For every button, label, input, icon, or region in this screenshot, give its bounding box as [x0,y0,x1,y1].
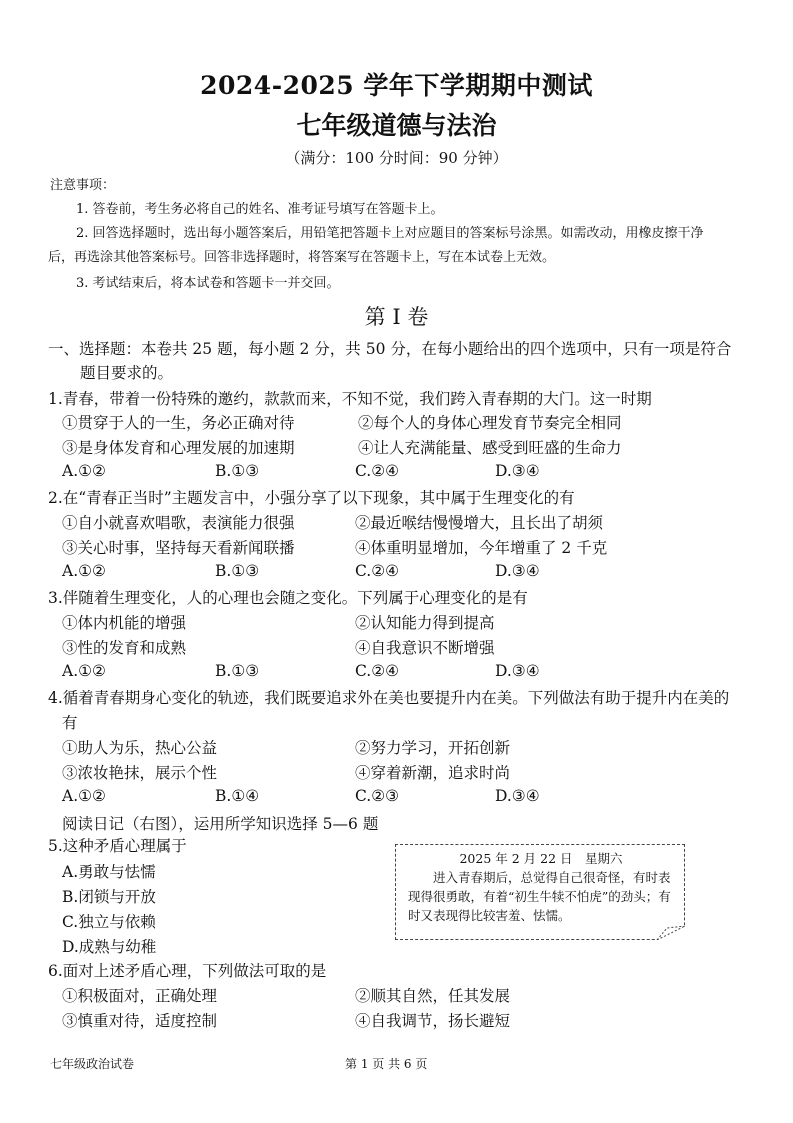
question-3-item-1: ①体内机能的增强 [62,614,187,632]
notice-heading: 注意事项： [50,178,116,193]
notice-item-2-line-2: 后，再选涂其他答案标号。回答非选择题时，将答案写在答题卡上，写在本试卷上无效。 [48,250,556,265]
question-4-item-3: ③浓妆艳抹，展示个性 [62,764,218,782]
question-1-item-2: ②每个人的身体心理发育节奏完全相同 [358,414,622,432]
question-2-stem: 2.在“青春正当时”主题发言中，小强分享了以下现象，其中属于生理变化的有 [48,489,575,507]
question-3-option-b: B.①③ [215,662,260,680]
notice-item-1: 1. 答卷前，考生务必将自己的姓名、准考证号填写在答题卡上。 [76,202,444,217]
section-instruction-line-1: 一、选择题：本卷共 25 题，每小题 2 分，共 50 分，在每小题给出的四个选项中，只有一项是符合 [48,340,732,358]
footer-exam-name: 七年级政治试卷 [50,1057,135,1071]
question-4-stem-line-2: 有 [62,714,78,732]
notice-item-3: 3. 考试结束后，将本试卷和答题卡一并交回。 [76,276,340,291]
question-5-option-b: B.闭锁与开放 [62,888,156,906]
question-4-option-d: D.③④ [495,787,540,805]
subject-title: 七年级道德与法治 [296,111,497,140]
question-6-stem: 6.面对上述矛盾心理，下列做法可取的是 [48,962,327,980]
question-2-item-4: ④体重明显增加，今年增重了 2 千克 [355,539,608,557]
notice-item-2-line-1: 2. 回答选择题时，选出每小题答案后，用铅笔把答题卡上对应题目的答案标号涂黑。如需改动，用橡皮擦干净 [76,226,704,241]
question-6-item-4: ④自我调节，扬长避短 [355,1012,511,1030]
question-1-option-c: C.②④ [355,462,400,480]
question-3-item-3: ③性的发育和成熟 [62,639,187,657]
section-instruction-line-2: 题目要求的。 [80,364,174,382]
question-4-option-c: C.②③ [355,787,400,805]
question-4-item-2: ②努力学习，开拓创新 [355,739,511,757]
question-1-option-b: B.①③ [215,462,260,480]
question-3-stem: 3.伴随着生理变化，人的心理也会随之变化。下列属于心理变化的是有 [48,589,528,607]
diary-body: 进入青春期后，总觉得自己很奇怪，有时表现得很勇敢，有着“初生牛犊不怕虎”的劲头；有时又表现得比较害羞、怯懦。 [408,870,671,923]
footer-page-number: 第 1 页 共 6 页 [345,1057,428,1071]
reading-intro: 阅读日记（右图），运用所学知识选择 5—6 题 [62,815,379,833]
question-6-item-2: ②顺其自然，任其发展 [355,987,511,1005]
exam-info: （满分：100 分时间：90 分钟） [285,149,508,167]
question-1-option-d: D.③④ [495,462,540,480]
question-2-item-2: ②最近喉结慢慢增大，且长出了胡须 [355,514,604,532]
question-4-item-4: ④穿着新潮，追求时尚 [355,764,511,782]
question-5-option-c: C.独立与依赖 [62,913,156,931]
question-3-item-4: ④自我意识不断增强 [355,639,495,657]
page-fold-icon [657,926,685,940]
question-6-item-3: ③慎重对待，适度控制 [62,1012,218,1030]
question-2-item-1: ①自小就喜欢唱歌，表演能力很强 [62,514,295,532]
question-6-item-1: ①积极面对，正确处理 [62,987,218,1005]
question-5-option-d: D.成熟与幼稚 [62,938,157,956]
question-5-stem: 5.这种矛盾心理属于 [48,837,187,855]
question-4-option-b: B.①④ [215,787,260,805]
question-1-item-3: ③是身体发育和心理发展的加速期 [62,439,295,457]
question-5-option-a: A.勇敢与怯懦 [62,863,156,881]
question-2-option-c: C.②④ [355,562,400,580]
question-3-option-d: D.③④ [495,662,540,680]
question-1-item-4: ④让人充满能量、感受到旺盛的生命力 [358,439,622,457]
question-4-item-1: ①助人为乐，热心公益 [62,739,218,757]
diary-box [395,844,685,940]
question-1-option-a: A.①② [62,462,106,480]
question-2-option-a: A.①② [62,562,106,580]
question-2-option-b: B.①③ [215,562,260,580]
question-3-option-a: A.①② [62,662,106,680]
question-1-stem: 1.青春，带着一份特殊的邀约，款款而来，不知不觉，我们跨入青春期的大门。这一时期 [48,390,652,408]
question-2-option-d: D.③④ [495,562,540,580]
diary-date: 2025 年 2 月 22 日 星期六 [459,851,623,866]
question-4-stem-line-1: 4.循着青春期身心变化的轨迹，我们既要追求外在美也要提升内在美。下列做法有助于提升内在美的 [48,689,730,707]
question-4-option-a: A.①② [62,787,106,805]
question-3-option-c: C.②④ [355,662,400,680]
question-2-item-3: ③关心时事，坚持每天看新闻联播 [62,539,295,557]
question-3-item-2: ②认知能力得到提高 [355,614,495,632]
volume-title: 第 I 卷 [364,305,429,329]
question-1-item-1: ①贯穿于人的一生，务必正确对待 [62,414,295,432]
exam-title: 2024-2025 学年下学期期中测试 [200,71,593,100]
